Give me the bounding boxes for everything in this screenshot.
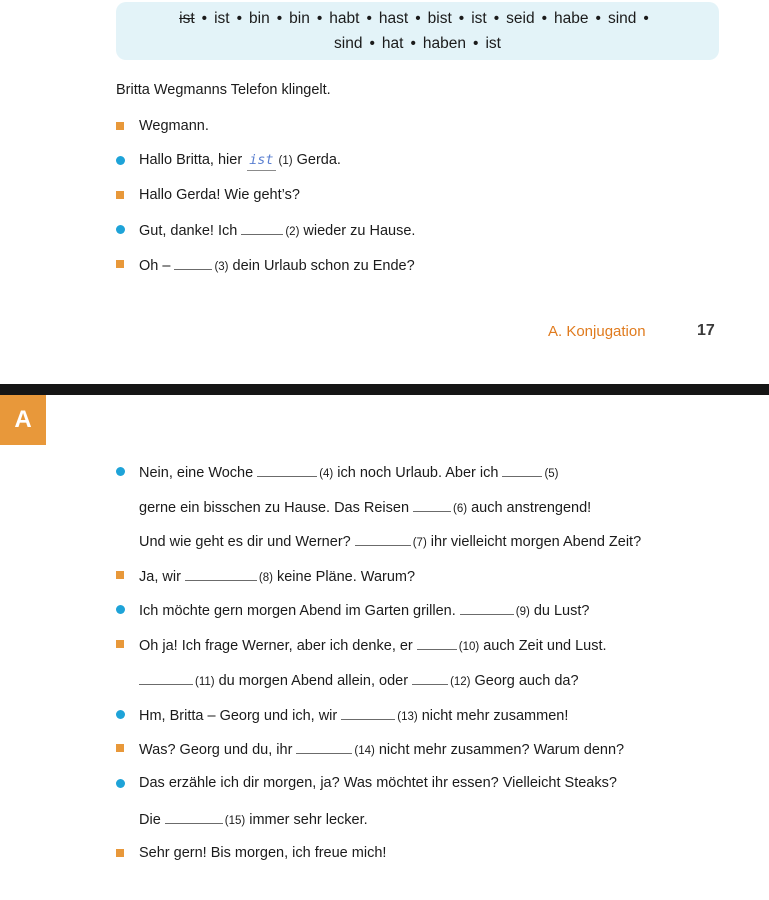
square-marker-icon (116, 634, 128, 654)
blank-gap[interactable] (460, 599, 514, 615)
blank-gap[interactable] (355, 530, 411, 546)
line-text: Hm, Britta – Georg und ich, wir (139, 708, 338, 724)
blank-gap[interactable] (296, 738, 352, 754)
line-text: Wegmann. (139, 118, 209, 134)
line-text: ich noch Urlaub. Aber ich (337, 465, 499, 481)
square-marker-icon (116, 843, 128, 863)
word: hast (378, 10, 409, 27)
dialogue-continuation (139, 530, 641, 550)
line-text: Ich möchte gern morgen Abend im Garten grillen. (139, 603, 456, 619)
line-content (139, 634, 607, 657)
square-marker-icon (116, 185, 128, 205)
gap-number: (8) (258, 572, 273, 584)
line-text: Oh ja! Ich frage Werner, aber ich denke, er (139, 638, 413, 654)
dot-marker-icon (116, 461, 128, 481)
bullet-separator: • (473, 35, 479, 52)
line-text: nicht mehr zusammen? Warum denn? (378, 742, 625, 758)
line-content (139, 219, 415, 242)
line-text: Oh – (139, 258, 171, 274)
blank-gap[interactable] (185, 565, 257, 581)
answer-example: ist (247, 150, 275, 171)
line-content (139, 461, 563, 484)
page-number: 17 (697, 322, 715, 339)
line-text: dein Urlaub schon zu Ende? (232, 258, 415, 274)
line-text: Das erzähle ich dir morgen, ja? Was möchtet ihr essen? Vielleicht Steaks? (139, 775, 617, 791)
dot-marker-icon (116, 219, 128, 239)
line-text: Georg auch da? (474, 673, 579, 689)
line-text: auch anstrengend! (471, 500, 592, 516)
gap-number: (7) (412, 537, 427, 549)
blank-gap[interactable] (412, 669, 448, 685)
dot-marker-icon (116, 599, 128, 619)
gap-number: (11) (195, 676, 215, 688)
gap-number: (1) (278, 155, 293, 167)
word: ist (485, 35, 501, 52)
square-marker-icon (116, 116, 128, 136)
word: bin (289, 10, 310, 27)
gap-number: (6) (453, 503, 468, 515)
dialogue-continuation (139, 496, 591, 516)
gap-number: (12) (450, 676, 471, 688)
line-text: du Lust? (533, 603, 590, 619)
blank-gap[interactable] (241, 219, 283, 235)
blank-gap[interactable] (341, 704, 395, 720)
line-text: ihr vielleicht morgen Abend Zeit? (430, 534, 642, 550)
page-divider (0, 384, 769, 395)
word-bank-line-1 (116, 6, 719, 31)
word: sind (607, 10, 637, 27)
blank-gap[interactable] (413, 496, 451, 512)
word: habt (329, 10, 360, 27)
line-text: Gut, danke! Ich (139, 223, 238, 239)
word: hat (381, 35, 404, 52)
line-text: immer sehr lecker. (249, 812, 368, 828)
line-text: Die (139, 812, 161, 828)
gap-number: (3) (214, 261, 229, 273)
gap-number: (2) (285, 226, 300, 238)
dot-marker-icon (116, 150, 128, 170)
gap-number: (13) (397, 711, 418, 723)
word-bank-line-2 (116, 31, 719, 56)
line-content (139, 599, 589, 622)
dialogue-continuation (139, 669, 579, 689)
bullet-separator: • (276, 10, 283, 27)
dialogue-continuation (139, 808, 368, 828)
square-marker-icon (116, 738, 128, 758)
dot-marker-icon (116, 704, 128, 724)
line-text: auch Zeit und Lust. (483, 638, 607, 654)
gap-number: (15) (224, 815, 246, 827)
word: seid (506, 10, 535, 27)
bullet-separator: • (201, 10, 208, 27)
blank-gap[interactable] (139, 669, 193, 685)
word: bin (249, 10, 270, 27)
line-text: Nein, eine Woche (139, 465, 254, 481)
blank-gap[interactable] (502, 461, 542, 477)
dot-marker-icon (116, 773, 128, 793)
gap-number: (4) (319, 468, 334, 480)
word: ist (471, 10, 487, 27)
line-text: nicht mehr zusammen! (421, 708, 569, 724)
bullet-separator: • (369, 35, 375, 52)
intro-text: Britta Wegmanns Telefon klingelt. (116, 82, 331, 98)
word: sind (334, 35, 363, 52)
line-content (139, 738, 624, 761)
line-text: Sehr gern! Bis morgen, ich freue mich! (139, 845, 387, 861)
line-text: du morgen Abend allein, oder (218, 673, 409, 689)
word: habe (554, 10, 589, 27)
bullet-separator: • (410, 35, 416, 52)
word-bank (116, 2, 719, 60)
word: bist (427, 10, 452, 27)
gap-number: (5) (544, 468, 559, 480)
square-marker-icon (116, 565, 128, 585)
line-text: wieder zu Hause. (303, 223, 416, 239)
line-content (139, 254, 415, 277)
bullet-separator: • (643, 10, 649, 27)
bullet-separator: • (316, 10, 323, 27)
line-text: Gerda. (296, 152, 341, 168)
gap-number: (9) (515, 606, 530, 618)
bullet-separator: • (595, 10, 601, 27)
blank-gap[interactable] (417, 634, 457, 650)
bullet-separator: • (415, 10, 421, 27)
section-tab: A (0, 395, 46, 445)
bullet-separator: • (458, 10, 465, 27)
gap-number: (14) (354, 745, 375, 757)
bullet-separator: • (366, 10, 372, 27)
word-used: ist (179, 10, 195, 27)
line-text: Hallo Gerda! Wie geht’s? (139, 187, 300, 203)
line-content (139, 565, 415, 588)
blank-gap[interactable] (165, 808, 223, 824)
bullet-separator: • (236, 10, 243, 27)
section-label: A. Konjugation (548, 323, 646, 340)
line-text: keine Pläne. Warum? (276, 569, 416, 585)
gap-number: (10) (458, 641, 480, 653)
line-text: gerne ein bisschen zu Hause. Das Reisen (139, 500, 410, 516)
line-text: Und wie geht es dir und Werner? (139, 534, 351, 550)
line-text: Ja, wir (139, 569, 181, 585)
bullet-separator: • (541, 10, 548, 27)
line-text: Was? Georg und du, ihr (139, 742, 293, 758)
blank-gap[interactable] (174, 254, 212, 270)
line-content (139, 704, 568, 727)
word: ist (214, 10, 230, 27)
blank-gap[interactable] (257, 461, 317, 477)
square-marker-icon (116, 254, 128, 274)
word: haben (422, 35, 467, 52)
bullet-separator: • (493, 10, 500, 27)
line-text: Hallo Britta, hier (139, 152, 243, 168)
line-content (139, 150, 341, 171)
